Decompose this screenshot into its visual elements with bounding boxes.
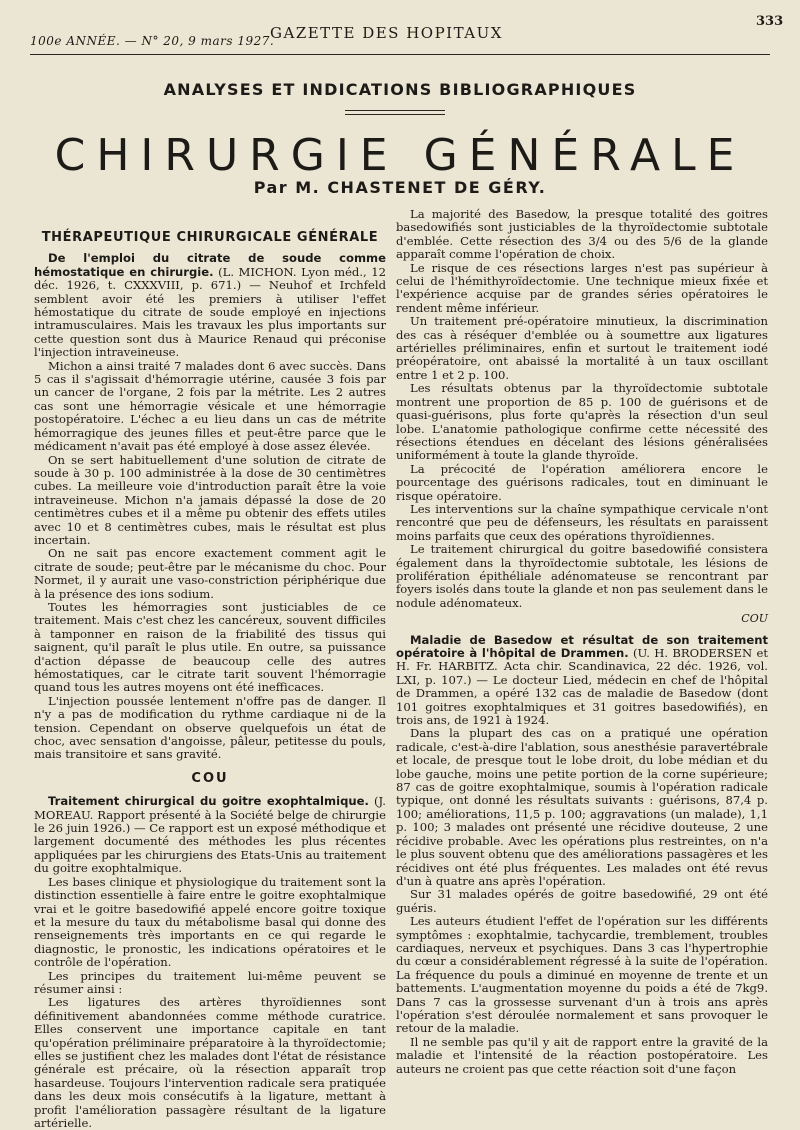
section-title: ANALYSES ET INDICATIONS BIBLIOGRAPHIQUES [163, 80, 637, 99]
subsection-heading: THÉRAPEUTIQUE CHIRURGICALE GÉNÉRALE [41, 230, 379, 245]
paragraph: — Ce rapport est un exposé méthodique et largement documenté des méthodes les plus récentes appliquées par les chirurgiens des Etats-Unis au traitement du goitre exophtalmique. [34, 821, 386, 876]
main-title: CHIRURGIE GÉNÉRALE [54, 130, 746, 181]
article-drammen [396, 634, 768, 1076]
page-number: 333 [756, 14, 784, 29]
right-column [396, 208, 768, 1076]
byline: Par M. CHASTENET DE GÉRY. [253, 178, 547, 197]
left-column [34, 225, 386, 1130]
paragraph: Les résultats obtenus par la thyroïdectomie subtotale montrent une proportion de 85 p. 100 de guérisons et de quasi-guérisons, plus forte qu'après la résection d'un seul lobe. L'anatomie pathologique confirme cette nécessité des résections étendues en décelant des lésions généralisées uniformément à toute la glande thyroïde. [396, 381, 768, 463]
paragraph: Il ne semble pas qu'il y ait de rapport entre la gravité de la maladie et l'intensité de la réaction postopératoire. Les auteurs ne croient pas que cette réaction soit d'une façon [396, 1034, 768, 1076]
header-rule [30, 54, 770, 55]
article-goitre [34, 795, 386, 1130]
paragraph: Les auteurs étudient l'effet de l'opération sur les différents symptômes : exophtalmie, tachycardie, tremblement, troubles cardiaques, nerveux et psychiques. Dans 3 cas l'hypertrophie du cœur a considérablement régressé à la suite de l'opération. La fréquence du pouls a diminué en moyenne de trente et un battements. L'augmentation moyenne du poids a été de 7kg9. Dans 7 cas la grossesse survenant d'un à trois ans après l'opération s'est déroulée normalement et sans provoquer le retour de la maladie. [396, 914, 768, 1036]
paragraph: Toutes les hémorragies sont justiciables de ce traitement. Mais c'est chez les cancéreux, souvent difficiles à tamponner en raison de la friabilité des tissus qui saignent, qu'il paraît le plus utile. En outre, sa puissance d'action dépasse de beaucoup celle des autres hémostatiques, car le citrate tarit souvent l'hémorragie quand tous les autres moyens ont été inefficaces. [34, 599, 386, 695]
article-reference: (L. MICHON. Lyon méd., 12 déc. 1926, t. CXXXVIII, p. 671.) [34, 264, 386, 293]
paragraph: L'injection poussée lentement n'offre pas de danger. Il n'y a pas de modification du rythme cardiaque ni de la tension. Cependant on observe quelquefois un état de choc, avec sensation d'angoisse, pâleur, petitesse du pouls, mais transitoire et sans gravité. [34, 693, 386, 762]
paragraph: On se sert habituellement d'une solution de citrate de soude à 30 p. 100 administrée à la dose de 30 centimètres cubes. La meilleure voie d'introduction paraît être la voie intraveineuse. Michon n'a jamais dépassé la dose de 20 centimètres cubes et il a même pu obtenir des effets utiles avec 10 et 8 centimètres cubes, mais le résultat est plus incertain. [34, 452, 386, 547]
article-reference: (U. H. BRODERSEN et H. Fr. HARBITZ. Acta chir. Scandinavica, 22 déc. 1926, vol. LXI, p. 107.) [396, 646, 768, 687]
paragraph: — Le docteur Lied, médecin en chef de l'hôpital de Drammen, a opéré 132 cas de maladie de Basedow (dont 101 goitres exophtalmiques et 31 goitres basedowifiés), en trois ans, de 1921 à 1924. [396, 672, 768, 728]
subsection-heading: COU [191, 770, 229, 786]
paragraph: Dans la plupart des cas on a pratiqué une opération radicale, c'est-à-dire l'ablation, sous anesthésie paravertébrale et locale, de presque tout le lobe droit, du lobe médian et du lobe gauche, moins une petite portion de la corne supérieure; 87 cas de goitre exophtalmique, soumis à l'opération radicale typique, ont donné les résultats suivants : guérisons, 87,4 p. 100; améliorations, 11,5 p. 100; aggravations (un malade), 1,1 p. 100; 3 malades ont présenté une récidive douteuse, 2 une récidive probable. Avec les opérations plus restreintes, on n'a le plus souvent obtenu que des améliorations passagères et les récidives ont été plus fréquentes. Les malades ont été revus d'un à quatre ans après l'opération. [396, 726, 768, 888]
article-title: Maladie de Basedow et résultat de son traitement opératoire à l'hôpital de Drammen. [396, 632, 768, 660]
paragraph: Les ligatures des artères thyroïdiennes sont définitivement abandonnées comme méthode curatrice. Elles conservent une importance capitale en tant qu'opération préliminaire préparatoire à la thyroïdectomie; elles se justifient chez les malades dont l'état de résistance générale est précaire, où la résection apparaît trop hasardeuse. Toujours l'intervention radicale sera pratiquée dans les deux mois consécutifs à la ligature, mettant à profit l'amélioration passagère résultant de la ligature artérielle. [34, 995, 386, 1130]
paragraph: Les bases clinique et physiologique du traitement sont la distinction essentielle à faire entre le goitre exophtalmique vrai et le goitre basedowifié appelé encore goitre toxique et la mesure du taux du métabolisme basal qui donne des renseignements très importants en ce qui regarde le diagnostic, le pronostic, les indications opératoires et le contrôle de l'opération. [34, 874, 386, 970]
article-title: De l'emploi du citrate de soude comme hémostatique en chirurgie. [34, 251, 386, 279]
paragraph: Michon a ainsi traité 7 malades dont 6 avec succès. Dans 5 cas il s'agissait d'hémorragie utérine, causée 3 fois par un cancer de l'organe, 2 fois par la métrite. Les 2 autres cas sont une hémorragie vésicale et une hémorragie postopératoire. L'échec a eu lieu dans un cas de métrite hémorragique des jeunes filles et peut-être parce que le médicament n'avait pas été employé à dose assez élevée. [34, 358, 386, 454]
article-title: Traitement chirurgical du goitre exophtalmique. [48, 794, 369, 809]
paragraph: — Neuhof et Irchfeld semblent avoir été les premiers à utiliser l'effet hémostatique du citrate de soude employé en injections intramusculaires. Mais les travaux les plus importants sur cette question sont dus à Maurice Renaud qui préconise l'injection intraveineuse. [34, 278, 387, 360]
paragraph: La majorité des Basedow, la presque totalité des goitres basedowifiés sont justiciables de la thyroïdectomie subtotale d'emblée. Cette résection des 3/4 ou des 5/6 de la glande apparaît comme l'opération de choix. [396, 207, 768, 262]
ornament-divider [345, 110, 445, 115]
journal-title: GAZETTE DES HOPITAUX [270, 24, 503, 42]
issue-info: 100e ANNÉE. — N° 20, 9 mars 1927. [30, 34, 275, 48]
paragraph: On ne sait pas encore exactement comment agit le citrate de soude; peut-être par le mécanisme du choc. Pour Normet, il y aurait une vaso-constriction périphérique due à la présence des ions sodium. [34, 546, 386, 601]
paragraph: Le traitement chirurgical du goitre basedowifié consistera également dans la thyroïdectomie subtotale, les lésions de prolifération épithéliale adénomateuse se rencontrant par foyers isolés dans toute la glande et non pas seulement dans le nodule adénomateux. [396, 542, 768, 610]
paragraph: Sur 31 malades opérés de goitre basedowifié, 29 ont été guéris. [396, 887, 768, 915]
paragraph: Le risque de ces résections larges n'est pas supérieur à celui de l'hémithyroïdectomie. Une technique mieux fixée et l'expérience acquise par de grandes séries opératoires le rendent même inférieur. [396, 260, 768, 315]
article-reference: (J. MOREAU. Rapport présenté à la Société belge de chirurgie le 26 juin 1926.) [34, 794, 386, 836]
article-citrate [34, 252, 386, 761]
paragraph: Les interventions sur la chaîne sympathique cervicale n'ont rencontré que peu de défenseurs, les résultats en paraissent moins parfaits que ceux des opérations thyroïdiennes. [396, 501, 768, 543]
author-signature: COU [741, 612, 768, 626]
paragraph: La précocité de l'opération améliorera encore le pourcentage des guérisons radicales, tout en diminuant le risque opératoire. [396, 461, 768, 503]
paragraph: Les principes du traitement lui-même peuvent se résumer ainsi : [34, 968, 386, 996]
paragraph: Un traitement pré-opératoire minutieux, la discrimination des cas à réséquer d'emblée ou à soumettre aux ligatures artérielles préliminaires, enfin et surtout le traitement iodé préopératoire, ont abaissé la mortalité à un taux oscillant entre 1 et 2 p. 100. [396, 314, 768, 382]
